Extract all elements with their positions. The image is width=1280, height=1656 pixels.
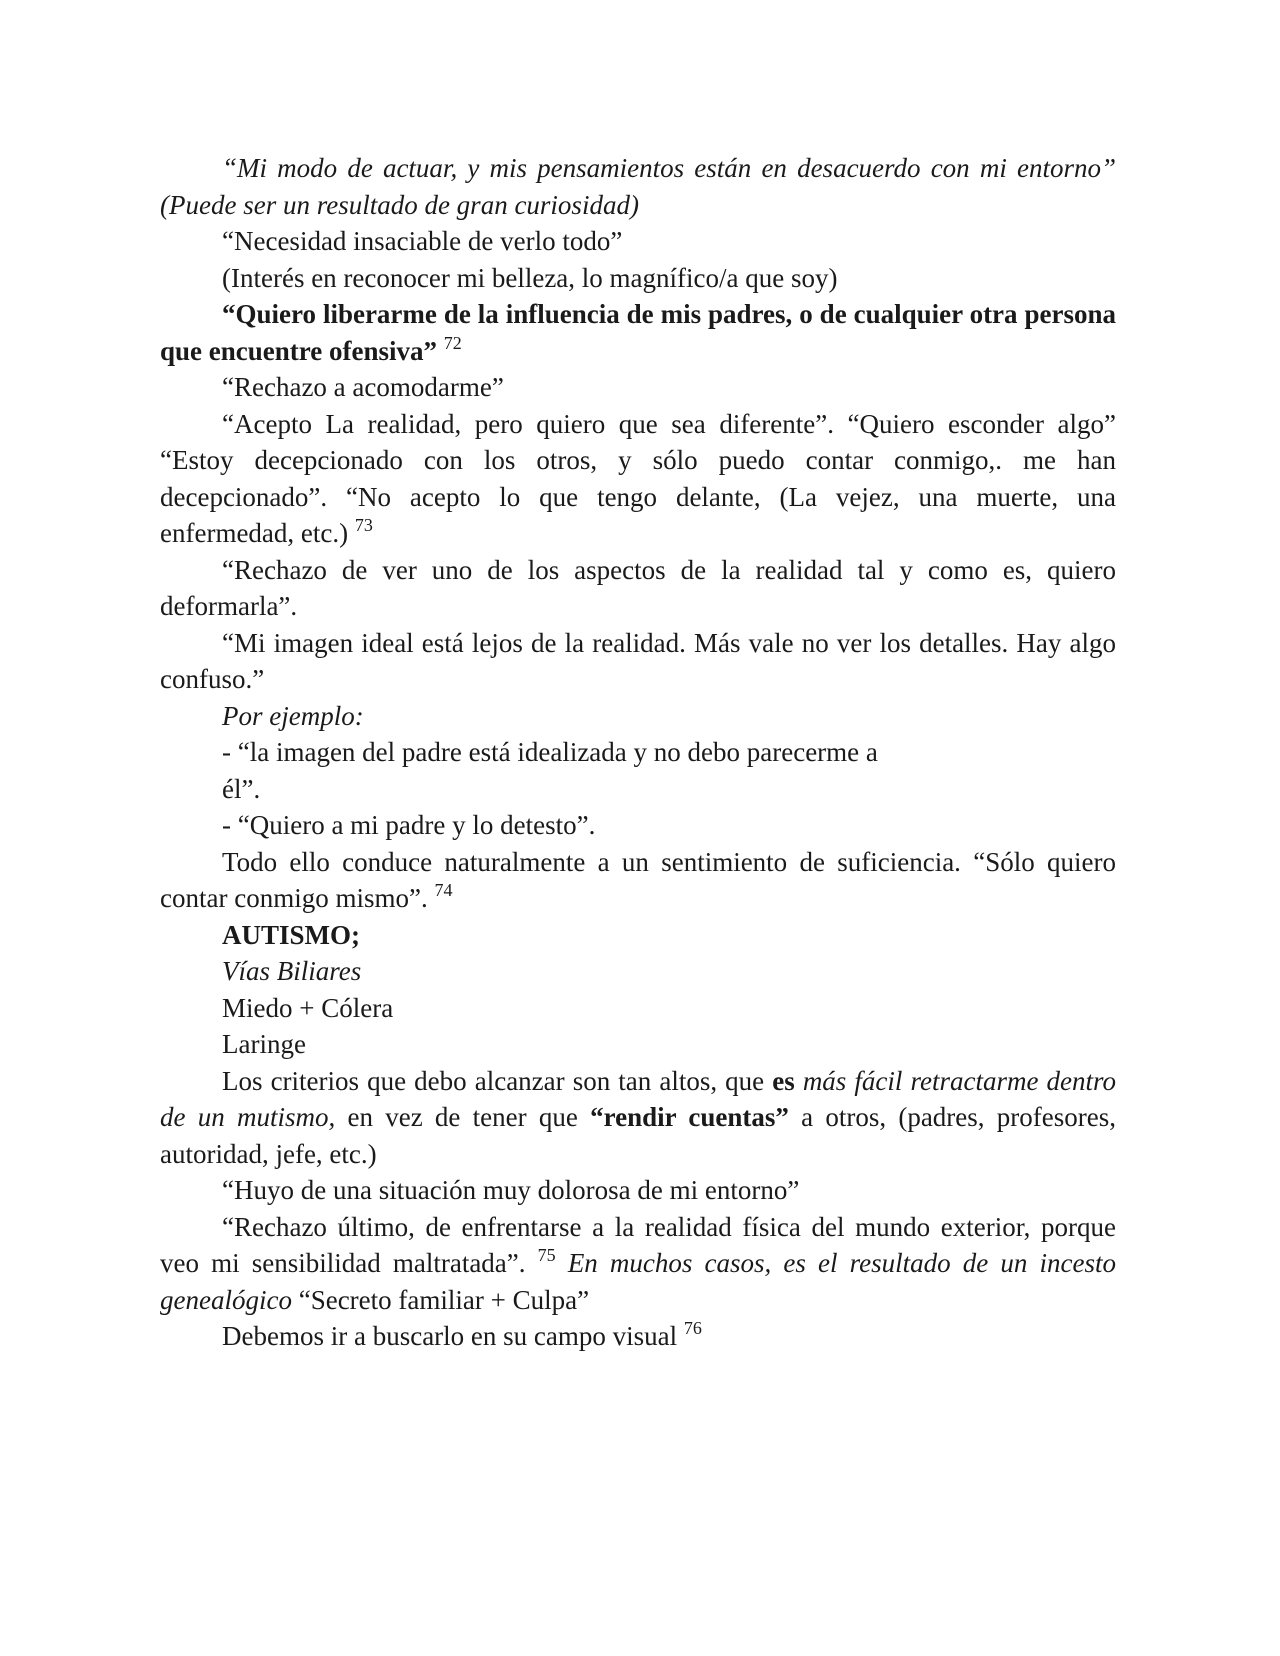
paragraph-rechazo-ver: “Rechazo de ver uno de los aspectos de la realidad tal y como es, quiero deformarla”. xyxy=(160,554,1116,621)
criterios-text-f: a otros, (padres, profesores, autoridad, jefe, etc.) xyxy=(160,1102,1116,1169)
paragraph-interes-belleza: (Interés en reconocer mi belleza, lo magnífico/a que soy) xyxy=(222,262,838,293)
criterios-text-d: en vez de tener que xyxy=(335,1102,591,1132)
footnote-ref-72: 72 xyxy=(443,332,462,353)
criterios-bold-es: es xyxy=(772,1065,795,1096)
footnote-ref-76: 76 xyxy=(683,1318,702,1338)
paragraph-vias-biliares: Vías Biliares xyxy=(222,956,362,986)
paragraph-por-ejemplo: Por ejemplo: xyxy=(222,700,364,731)
criterios-bold-rendir-cuentas: “rendir cuentas” xyxy=(590,1102,789,1132)
paragraph-rechazo-acomodarme: “Rechazo a acomodarme” xyxy=(222,372,504,402)
rechazo-ultimo-italic: En muchos casos, es el resultado de un incesto genealógico xyxy=(160,1248,1117,1315)
paragraph-rechazo-ultimo xyxy=(160,1209,1116,1319)
paragraph-laringe: Laringe xyxy=(222,1029,306,1059)
criterios-text-a: Los criterios que debo alcanzar son tan altos, que xyxy=(222,1065,773,1096)
paragraph-liberarme xyxy=(160,296,1116,369)
paragraph-miedo-colera: Miedo + Cólera xyxy=(222,992,394,1023)
rechazo-ultimo-text: “Rechazo último, de enfrentarse a la realidad física del mundo exterior, porque veo mi sensibilidad maltratada”. xyxy=(160,1211,1116,1278)
heading-autismo: AUTISMO; xyxy=(222,919,361,950)
document-page xyxy=(160,150,1116,1355)
paragraph-acepto-realidad xyxy=(160,406,1116,552)
list-item-quiero-padre: - “Quiero a mi padre y lo detesto”. xyxy=(222,810,596,840)
paragraph-criterios xyxy=(160,1063,1116,1173)
footnote-ref-74: 74 xyxy=(434,880,453,900)
paragraph-imagen-ideal: “Mi imagen ideal está lejos de la realidad. Más vale no ver los detalles. Hay algo confuso.” xyxy=(160,627,1116,694)
list-item-imagen-padre-cont: él”. xyxy=(222,773,261,804)
footnote-ref-75: 75 xyxy=(537,1245,556,1265)
paragraph-acepto-realidad-text: “Acepto La realidad, pero quiero que sea diferente”. “Quiero esconder algo” “Estoy decepcionado con los otros, y sólo puedo contar conmigo,. me han decepcionado”. “No acepto lo que tengo delante, (La vejez, una muerte, una enfermedad, etc.) xyxy=(160,408,1116,548)
paragraph-modo-de-actuar: “Mi modo de actuar, y mis pensamientos están en desacuerdo con mi entorno” (Puede ser un resultado de gran curiosidad) xyxy=(160,153,1116,220)
paragraph-huyo: “Huyo de una situación muy dolorosa de mi entorno” xyxy=(222,1175,800,1205)
paragraph-debemos-buscarlo xyxy=(160,1318,1116,1355)
criterios-italic-mutismo: más fácil retractarme dentro de un mutismo, xyxy=(160,1065,1116,1132)
paragraph-suficiencia xyxy=(160,844,1116,917)
rechazo-ultimo-secreto: “Secreto familiar + Culpa” xyxy=(291,1284,590,1315)
bold-quote-liberarme: “Quiero liberarme de la influencia de mis padres, o de cualquier otra persona que encuentre ofensiva” xyxy=(160,299,1116,366)
footnote-ref-73: 73 xyxy=(354,515,373,535)
list-item-imagen-padre: - “la imagen del padre está idealizada y no debo parecerme a xyxy=(222,737,878,767)
paragraph-necesidad-insaciable: “Necesidad insaciable de verlo todo” xyxy=(222,226,623,256)
debemos-buscarlo-text: Debemos ir a buscarlo en su campo visual xyxy=(222,1321,678,1351)
paragraph-suficiencia-text: Todo ello conduce naturalmente a un sentimiento de suficiencia. “Sólo quiero contar conmigo mismo”. xyxy=(160,846,1116,913)
